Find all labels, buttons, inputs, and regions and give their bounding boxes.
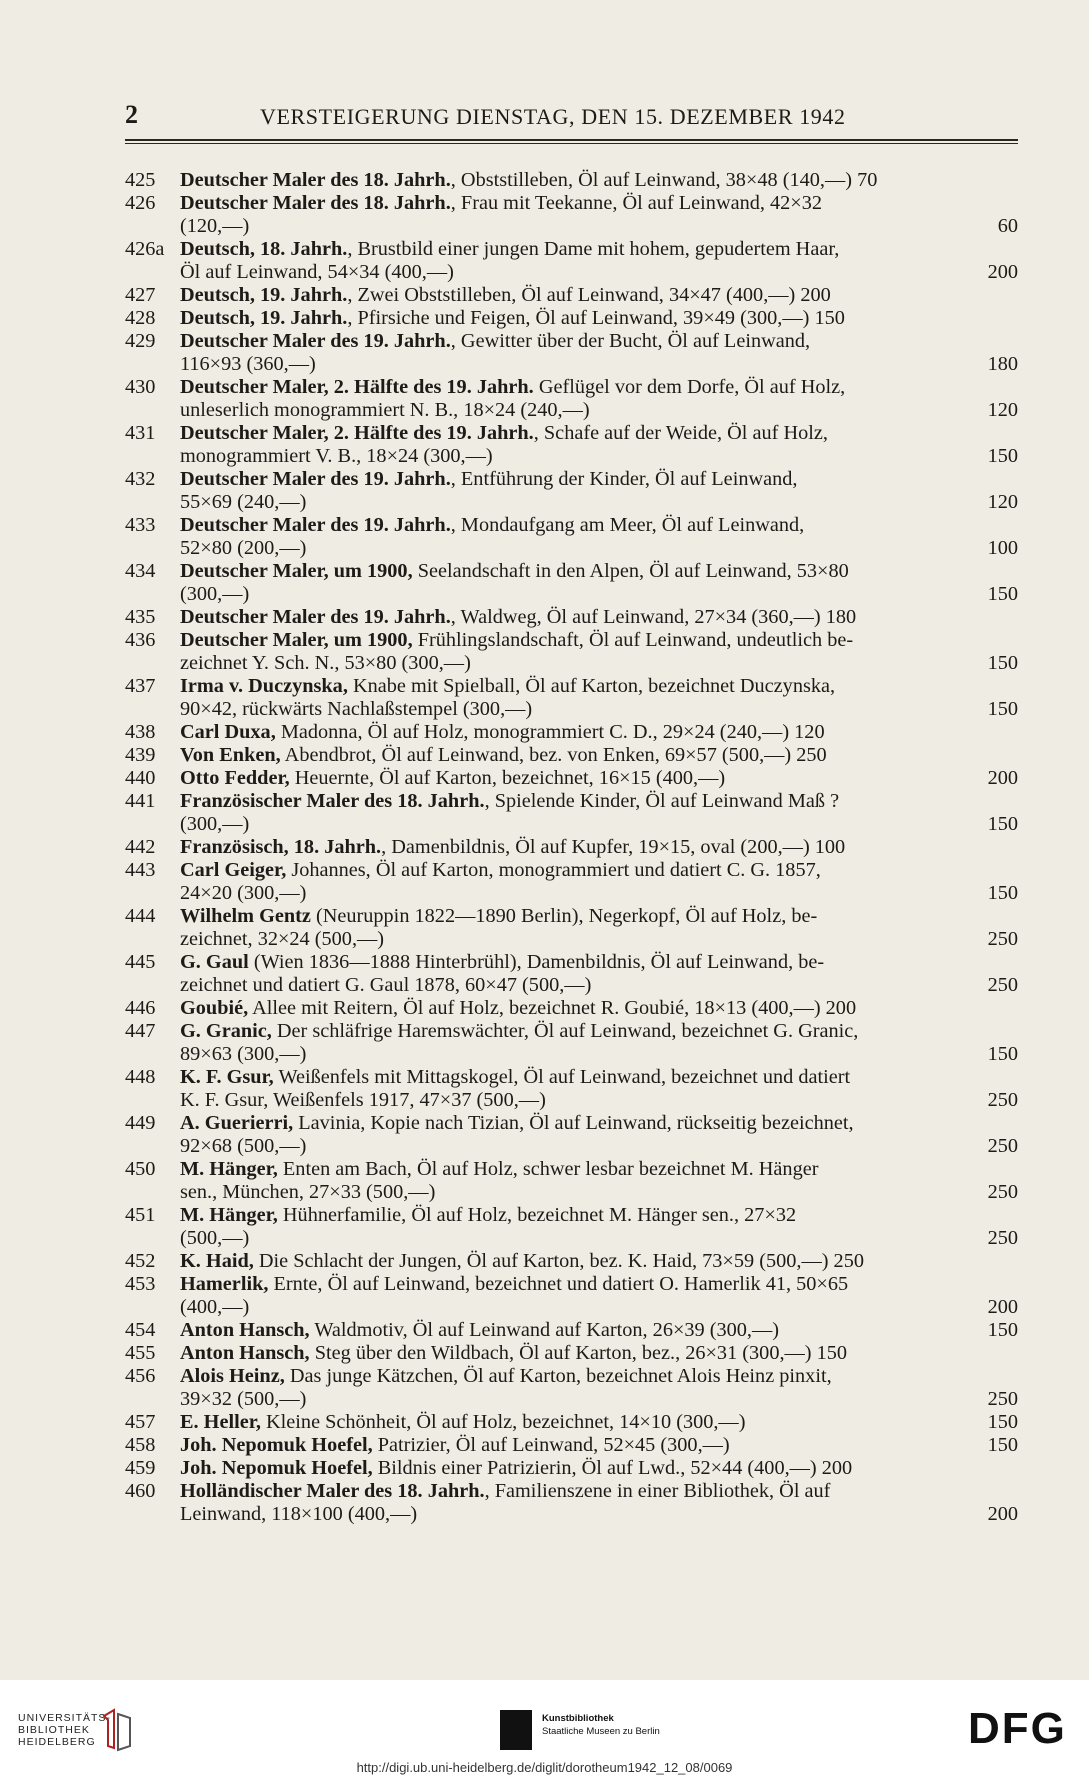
entry-text — [180, 974, 591, 997]
catalog-entry — [125, 284, 1018, 307]
artist-name: Otto Fedder, — [180, 767, 290, 789]
artist-name: Joh. Nepomuk Hoefel, — [180, 1457, 373, 1479]
catalog-entry — [125, 790, 1018, 836]
catalog-entry — [125, 238, 1018, 284]
entry-text — [180, 1135, 306, 1158]
lot-number: 436 — [125, 629, 156, 651]
estimate-price: 250 — [987, 928, 1018, 950]
entry-text — [180, 445, 493, 468]
lot-number: 426a — [125, 238, 165, 260]
lot-number: 427 — [125, 284, 156, 306]
description: Der schläfrige Haremswächter, Öl auf Leinwand, bezeichnet G. Granic, — [271, 1020, 859, 1042]
lot-number: 459 — [125, 1457, 156, 1479]
dfg-logo: DFG — [968, 1704, 1067, 1753]
page-header — [125, 100, 1018, 134]
catalog-entry — [125, 1319, 1018, 1342]
entry-text — [180, 1066, 850, 1089]
lot-number: 437 — [125, 675, 156, 697]
entry-text — [180, 261, 454, 284]
page-number: 2 — [125, 100, 138, 129]
entry-text — [180, 537, 306, 560]
catalog-entry — [125, 629, 1018, 675]
description: , Schafe auf der Weide, Öl auf Holz, — [533, 422, 828, 444]
entry-text — [180, 560, 849, 583]
entry-text — [180, 1480, 830, 1503]
description: , Zwei Obststilleben, Öl auf Leinwand, 34×47 (400,—) 200 — [347, 284, 831, 306]
description: , Damenbildnis, Öl auf Kupfer, 19×15, oval (200,—) 100 — [381, 836, 846, 858]
artist-name: Deutscher Maler des 19. Jahrh. — [180, 606, 451, 628]
description: (120,—) — [180, 215, 250, 237]
artist-name: Carl Geiger, — [180, 859, 287, 881]
catalog-entry — [125, 1158, 1018, 1204]
entry-text — [180, 330, 810, 353]
artist-name: Deutscher Maler des 19. Jahrh. — [180, 468, 451, 490]
artist-name: Von Enken, — [180, 744, 281, 766]
lot-number: 446 — [125, 997, 156, 1019]
catalog-entry — [125, 560, 1018, 606]
lot-number: 425 — [125, 169, 156, 191]
catalog-entry — [125, 1411, 1018, 1434]
catalog-entry — [125, 606, 1018, 629]
catalog-entry — [125, 905, 1018, 951]
description: , Pfirsiche und Feigen, Öl auf Leinwand, 39×49 (300,—) 150 — [347, 307, 845, 329]
estimate-price: 120 — [987, 399, 1018, 421]
catalog-entry — [125, 1020, 1018, 1066]
lot-number: 458 — [125, 1434, 156, 1456]
estimate-price: 200 — [987, 1503, 1018, 1525]
lot-number: 455 — [125, 1342, 156, 1364]
estimate-price: 200 — [987, 261, 1018, 283]
catalog-entry — [125, 1480, 1018, 1526]
artist-name: K. F. Gsur, — [180, 1066, 274, 1088]
lot-number: 449 — [125, 1112, 156, 1134]
catalog-entry — [125, 1250, 1018, 1273]
lot-number: 428 — [125, 307, 156, 329]
lot-number: 448 — [125, 1066, 156, 1088]
entry-text — [180, 790, 839, 813]
description: Das junge Kätzchen, Öl auf Karton, bezeichnet Alois Heinz pinxit, — [284, 1365, 832, 1387]
estimate-price: 250 — [987, 1135, 1018, 1157]
entry-text — [180, 928, 384, 951]
lot-number: 444 — [125, 905, 156, 927]
description: 55×69 (240,—) — [180, 491, 307, 513]
entry-text — [180, 215, 249, 238]
lot-number: 441 — [125, 790, 156, 812]
lot-number: 431 — [125, 422, 156, 444]
description: Enten am Bach, Öl auf Holz, schwer lesbar bezeichnet M. Hänger — [277, 1158, 819, 1180]
entry-text — [180, 1503, 417, 1526]
artist-name: M. Hänger, — [180, 1158, 278, 1180]
estimate-price: 150 — [987, 813, 1018, 835]
entry-text — [180, 1204, 796, 1227]
description: (300,—) — [180, 813, 250, 835]
description: Öl auf Leinwand, 54×34 (400,—) — [180, 261, 454, 283]
artist-name: Deutscher Maler, 2. Hälfte des 19. Jahrh. — [180, 422, 534, 444]
description: , Entführung der Kinder, Öl auf Leinwand, — [450, 468, 798, 490]
artist-name: Deutsch, 19. Jahrh. — [180, 284, 348, 306]
artist-name: Alois Heinz, — [180, 1365, 285, 1387]
estimate-price: 250 — [987, 1388, 1018, 1410]
description: zeichnet und datiert G. Gaul 1878, 60×47 (500,—) — [180, 974, 592, 996]
catalog-entry — [125, 859, 1018, 905]
entry-text — [180, 1319, 779, 1342]
entry-text — [180, 905, 817, 928]
description: , Waldweg, Öl auf Leinwand, 27×34 (360,—) 180 — [450, 606, 857, 628]
estimate-price: 250 — [987, 1227, 1018, 1249]
description: , Gewitter über der Bucht, Öl auf Leinwand, — [450, 330, 811, 352]
lot-number: 435 — [125, 606, 156, 628]
lot-number: 454 — [125, 1319, 156, 1341]
description: (400,—) — [180, 1296, 250, 1318]
description: sen., München, 27×33 (500,—) — [180, 1181, 436, 1203]
entry-text — [180, 307, 845, 330]
lot-number: 432 — [125, 468, 156, 490]
lot-number: 452 — [125, 1250, 156, 1272]
catalog-entry — [125, 744, 1018, 767]
entry-text — [180, 192, 822, 215]
entry-text — [180, 652, 471, 675]
catalog-entry — [125, 1204, 1018, 1250]
lot-number: 439 — [125, 744, 156, 766]
description: , Familienszene in einer Bibliothek, Öl auf — [484, 1480, 831, 1502]
entry-text — [180, 491, 306, 514]
estimate-price: 150 — [987, 1434, 1018, 1456]
estimate-price: 60 — [997, 215, 1018, 237]
entry-text — [180, 629, 853, 652]
artist-name: Deutscher Maler, um 1900, — [180, 560, 413, 582]
catalog-entry — [125, 675, 1018, 721]
kunstbibliothek-label: Kunstbibliothek Staatliche Museen zu Berlin — [542, 1713, 660, 1737]
catalog-entry — [125, 1273, 1018, 1319]
entry-text — [180, 836, 845, 859]
lot-number: 438 — [125, 721, 156, 743]
catalog-entry — [125, 376, 1018, 422]
entry-text — [180, 169, 877, 192]
description: 90×42, rückwärts Nachlaßstempel (300,—) — [180, 698, 533, 720]
estimate-price: 200 — [987, 1296, 1018, 1318]
artist-name: Irma v. Duczynska, — [180, 675, 348, 697]
artist-name: Joh. Nepomuk Hoefel, — [180, 1434, 373, 1456]
artist-name: Hamerlik, — [180, 1273, 269, 1295]
estimate-price: 150 — [987, 882, 1018, 904]
artist-name: A. Guerierri, — [180, 1112, 294, 1134]
description: 52×80 (200,—) — [180, 537, 307, 559]
description: Hühnerfamilie, Öl auf Holz, bezeichnet M. Hänger sen., 27×32 — [277, 1204, 797, 1226]
catalog-entry — [125, 169, 1018, 192]
catalog-entry — [125, 1457, 1018, 1480]
entry-text — [180, 951, 824, 974]
catalog-entry — [125, 330, 1018, 376]
lot-number: 434 — [125, 560, 156, 582]
estimate-price: 150 — [987, 445, 1018, 467]
artist-name: Goubié, — [180, 997, 249, 1019]
estimate-price: 150 — [987, 652, 1018, 674]
catalog-entry — [125, 1342, 1018, 1365]
artist-name: G. Gaul — [180, 951, 249, 973]
description: Weißenfels mit Mittagskogel, Öl auf Leinwand, bezeichnet und datiert — [273, 1066, 851, 1088]
description: 92×68 (500,—) — [180, 1135, 307, 1157]
entry-text — [180, 1365, 832, 1388]
estimate-price: 250 — [987, 1181, 1018, 1203]
entry-text — [180, 744, 827, 767]
entry-text — [180, 353, 316, 376]
artist-name: Carl Duxa, — [180, 721, 276, 743]
lot-number: 445 — [125, 951, 156, 973]
artist-name: Anton Hansch, — [180, 1342, 310, 1364]
entry-text — [180, 1181, 435, 1204]
running-title: VERSTEIGERUNG DIENSTAG, DEN 15. DEZEMBER 1942 — [260, 104, 846, 129]
catalog-entry — [125, 721, 1018, 744]
catalog-entry — [125, 951, 1018, 997]
estimate-price: 200 — [987, 767, 1018, 789]
header-rule — [125, 139, 1018, 141]
description: 116×93 (360,—) — [180, 353, 316, 375]
description: Bildnis einer Patrizierin, Öl auf Lwd., 52×44 (400,—) 200 — [372, 1457, 853, 1479]
description: zeichnet, 32×24 (500,—) — [180, 928, 385, 950]
entry-text — [180, 238, 839, 261]
artist-name: Deutsch, 18. Jahrh. — [180, 238, 348, 260]
description: Frühlingslandschaft, Öl auf Leinwand, undeutlich be- — [412, 629, 854, 651]
entry-text — [180, 698, 532, 721]
entry-text — [180, 376, 845, 399]
catalog-entry — [125, 192, 1018, 238]
description: Patrizier, Öl auf Leinwand, 52×45 (300,—) — [372, 1434, 730, 1456]
artist-name: Deutscher Maler, 2. Hälfte des 19. Jahrh. — [180, 376, 534, 398]
entry-text — [180, 767, 725, 790]
artist-name: E. Heller, — [180, 1411, 261, 1433]
artist-name: Deutscher Maler des 19. Jahrh. — [180, 330, 451, 352]
entry-text — [180, 284, 831, 307]
entry-text — [180, 399, 590, 422]
description: Waldmotiv, Öl auf Leinwand auf Karton, 26×39 (300,—) — [309, 1319, 780, 1341]
description: Abendbrot, Öl auf Leinwand, bez. von Enken, 69×57 (500,—) 250 — [280, 744, 827, 766]
artist-name: Anton Hansch, — [180, 1319, 310, 1341]
artist-name: Deutscher Maler des 19. Jahrh. — [180, 514, 451, 536]
entry-text — [180, 1112, 854, 1135]
catalog-entry — [125, 1434, 1018, 1457]
entry-text — [180, 1342, 847, 1365]
entry-text — [180, 1296, 249, 1319]
lot-number: 429 — [125, 330, 156, 352]
description: monogrammiert V. B., 18×24 (300,—) — [180, 445, 493, 467]
kunstbibliothek-logo-icon — [500, 1710, 532, 1750]
description: Kleine Schönheit, Öl auf Holz, bezeichnet, 14×10 (300,—) — [260, 1411, 746, 1433]
artist-name: K. Haid, — [180, 1250, 254, 1272]
description: 89×63 (300,—) — [180, 1043, 307, 1065]
lot-number: 443 — [125, 859, 156, 881]
artist-name: Holländischer Maler des 18. Jahrh. — [180, 1480, 485, 1502]
description: 24×20 (300,—) — [180, 882, 307, 904]
artist-name: Deutscher Maler des 18. Jahrh. — [180, 192, 451, 214]
header-rule-thin — [125, 143, 1018, 144]
description: Knabe mit Spielball, Öl auf Karton, bezeichnet Duczynska, — [347, 675, 836, 697]
description: , Obststilleben, Öl auf Leinwand, 38×48 (140,—) 70 — [450, 169, 878, 191]
artist-name: M. Hänger, — [180, 1204, 278, 1226]
description: (300,—) — [180, 583, 250, 605]
entry-text — [180, 1388, 306, 1411]
artist-name: Deutscher Maler des 18. Jahrh. — [180, 169, 451, 191]
catalog-entry — [125, 1066, 1018, 1112]
description: Johannes, Öl auf Karton, monogrammiert und datiert C. G. 1857, — [286, 859, 821, 881]
catalog-entry — [125, 997, 1018, 1020]
entry-text — [180, 997, 856, 1020]
estimate-price: 180 — [987, 353, 1018, 375]
estimate-price: 120 — [987, 491, 1018, 513]
catalog-entry — [125, 1365, 1018, 1411]
lot-number: 450 — [125, 1158, 156, 1180]
catalog-entry — [125, 422, 1018, 468]
estimate-price: 250 — [987, 1089, 1018, 1111]
entry-text — [180, 1089, 546, 1112]
artist-name: Deutsch, 19. Jahrh. — [180, 307, 348, 329]
description: Allee mit Reitern, Öl auf Holz, bezeichnet R. Goubié, 18×13 (400,—) 200 — [248, 997, 857, 1019]
lot-number: 457 — [125, 1411, 156, 1433]
estimate-price: 250 — [987, 974, 1018, 996]
lot-number: 440 — [125, 767, 156, 789]
catalog-entry — [125, 468, 1018, 514]
entry-text — [180, 514, 804, 537]
ub-heidelberg-label: UNIVERSITÄTS- BIBLIOTHEK HEIDELBERG — [18, 1712, 111, 1748]
estimate-price: 150 — [987, 583, 1018, 605]
description: (500,—) — [180, 1227, 250, 1249]
artist-name: Deutscher Maler, um 1900, — [180, 629, 413, 651]
description: Geflügel vor dem Dorfe, Öl auf Holz, — [533, 376, 846, 398]
source-url[interactable]: http://digi.ub.uni-heidelberg.de/diglit/dorotheum1942_12_08/0069 — [356, 1760, 733, 1775]
description: Die Schlacht der Jungen, Öl auf Karton, bez. K. Haid, 73×59 (500,—) 250 — [253, 1250, 864, 1272]
entry-text — [180, 1158, 818, 1181]
catalog-entry — [125, 514, 1018, 560]
entry-text — [180, 675, 835, 698]
catalog-entry — [125, 836, 1018, 859]
entry-text — [180, 1273, 848, 1296]
description: Madonna, Öl auf Holz, monogrammiert C. D., 29×24 (240,—) 120 — [275, 721, 825, 743]
entry-text — [180, 1227, 249, 1250]
artist-name: G. Granic, — [180, 1020, 272, 1042]
description: (Neuruppin 1822—1890 Berlin), Negerkopf, Öl auf Holz, be- — [310, 905, 818, 927]
description: K. F. Gsur, Weißenfels 1917, 47×37 (500,—) — [180, 1089, 546, 1111]
description: (Wien 1836—1888 Hinterbrühl), Damenbildnis, Öl auf Leinwand, be- — [248, 951, 825, 973]
entry-text — [180, 1434, 730, 1457]
entry-text — [180, 1457, 852, 1480]
description: , Frau mit Teekanne, Öl auf Leinwand, 42×32 — [450, 192, 823, 214]
entry-text — [180, 1043, 306, 1066]
ub-heidelberg-logo-icon — [100, 1706, 134, 1752]
artist-name: Französisch, 18. Jahrh. — [180, 836, 382, 858]
entry-text — [180, 882, 306, 905]
description: , Mondaufgang am Meer, Öl auf Leinwand, — [450, 514, 805, 536]
description: Seelandschaft in den Alpen, Öl auf Leinwand, 53×80 — [412, 560, 849, 582]
catalog-entries — [125, 169, 1018, 1526]
estimate-price: 150 — [987, 1043, 1018, 1065]
lot-number: 460 — [125, 1480, 156, 1502]
description: unleserlich monogrammiert N. B., 18×24 (240,—) — [180, 399, 590, 421]
estimate-price: 100 — [987, 537, 1018, 559]
description: Heuernte, Öl auf Karton, bezeichnet, 16×15 (400,—) — [289, 767, 726, 789]
description: , Brustbild einer jungen Dame mit hohem, gepudertem Haar, — [347, 238, 840, 260]
entry-text — [180, 606, 856, 629]
lot-number: 430 — [125, 376, 156, 398]
catalog-entry — [125, 767, 1018, 790]
estimate-price: 150 — [987, 1319, 1018, 1341]
description: Steg über den Wildbach, Öl auf Karton, bez., 26×31 (300,—) 150 — [309, 1342, 848, 1364]
description: Lavinia, Kopie nach Tizian, Öl auf Leinwand, rückseitig bezeichnet, — [293, 1112, 854, 1134]
lot-number: 426 — [125, 192, 156, 214]
description: Ernte, Öl auf Leinwand, bezeichnet und datiert O. Hamerlik 41, 50×65 — [268, 1273, 849, 1295]
estimate-price: 150 — [987, 1411, 1018, 1433]
entry-text — [180, 1250, 864, 1273]
entry-text — [180, 1411, 745, 1434]
lot-number: 433 — [125, 514, 156, 536]
lot-number: 453 — [125, 1273, 156, 1295]
catalog-entry — [125, 1112, 1018, 1158]
lot-number: 451 — [125, 1204, 156, 1226]
artist-name: Wilhelm Gentz — [180, 905, 311, 927]
lot-number: 442 — [125, 836, 156, 858]
entry-text — [180, 583, 249, 606]
entry-text — [180, 1020, 858, 1043]
description: zeichnet Y. Sch. N., 53×80 (300,—) — [180, 652, 471, 674]
description: 39×32 (500,—) — [180, 1388, 307, 1410]
entry-text — [180, 813, 249, 836]
estimate-price: 150 — [987, 698, 1018, 720]
description: , Spielende Kinder, Öl auf Leinwand Maß ? — [484, 790, 840, 812]
description: Leinwand, 118×100 (400,—) — [180, 1503, 418, 1525]
lot-number: 456 — [125, 1365, 156, 1387]
entry-text — [180, 721, 825, 744]
entry-text — [180, 859, 821, 882]
entry-text — [180, 468, 797, 491]
lot-number: 447 — [125, 1020, 156, 1042]
artist-name: Französischer Maler des 18. Jahrh. — [180, 790, 485, 812]
entry-text — [180, 422, 828, 445]
catalog-entry — [125, 307, 1018, 330]
